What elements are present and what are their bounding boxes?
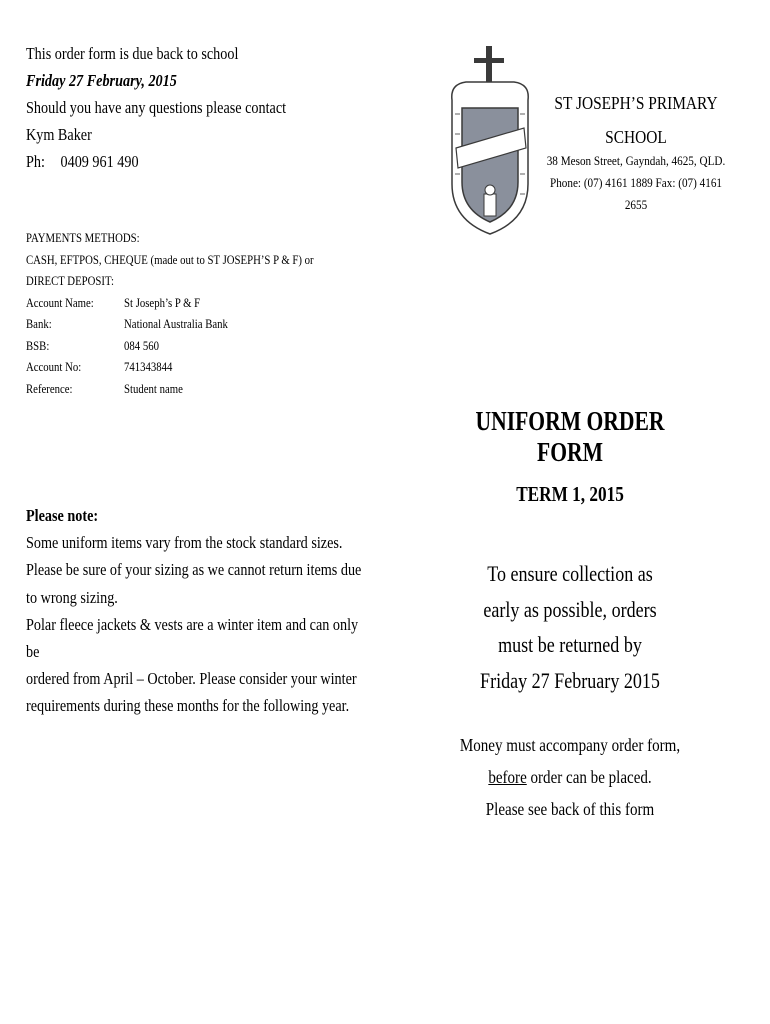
note-line: Some uniform items vary from the stock standard sizes. <box>26 533 343 553</box>
money-line2 <box>441 761 699 793</box>
contact-name: Kym Baker <box>26 125 92 144</box>
account-label: Bank: <box>26 317 52 331</box>
account-row <box>26 293 336 315</box>
collection-line: Friday 27 February 2015 <box>480 667 660 693</box>
money-line3: Please see back of this form <box>485 799 655 820</box>
money-line2-rest: order can be placed. <box>526 767 652 788</box>
account-label: Reference: <box>26 381 73 396</box>
intro-line3: Should you have any questions please contact <box>26 98 287 117</box>
phone-row <box>26 148 387 175</box>
school-phone-fax: Phone: (07) 4161 1889 Fax: (07) 4161 2655 <box>549 175 723 212</box>
payments-direct: DIRECT DEPOSIT: <box>26 274 114 288</box>
account-row <box>26 379 336 401</box>
collection-line: To ensure collection as <box>487 561 653 586</box>
school-crest-icon <box>446 44 534 238</box>
note-line: to wrong sizing. <box>26 587 118 607</box>
school-name-line1: ST JOSEPH’S PRIMARY <box>554 93 718 113</box>
phone-number: 0409 961 490 <box>60 152 139 171</box>
account-value: St Joseph’s P & F <box>124 295 201 310</box>
collection-line: must be returned by <box>498 632 642 657</box>
account-label: Account No: <box>26 360 82 374</box>
collection-line: early as possible, orders <box>483 596 657 622</box>
due-date: Friday 27 February, 2015 <box>26 71 177 90</box>
form-title: UNIFORM ORDER FORM <box>475 406 665 467</box>
school-name-line2: SCHOOL <box>605 127 667 147</box>
payments-heading: PAYMENTS METHODS: <box>26 231 140 245</box>
school-address: 38 Meson Street, Gayndah, 4625, QLD. <box>546 153 726 168</box>
account-value: National Australia Bank <box>124 317 228 331</box>
account-label: Account Name: <box>26 295 94 310</box>
account-row <box>26 314 336 336</box>
school-contact <box>541 150 730 216</box>
intro-block <box>26 40 386 175</box>
note-heading: Please note: <box>26 506 99 525</box>
note-line: requirements during these months for the following year. <box>26 696 350 716</box>
account-label: BSB: <box>26 338 50 353</box>
collection-notice <box>447 556 693 698</box>
payments-methods: CASH, EFTPOS, CHEQUE (made out to ST JOSEPH’S P & F) or <box>26 252 314 267</box>
payment-methods <box>26 228 336 400</box>
phone-label: Ph: <box>26 152 45 171</box>
please-note <box>26 502 370 720</box>
money-line1: Money must accompany order form, <box>459 735 681 755</box>
payment-notice <box>441 729 699 826</box>
intro-line1: This order form is due back to school <box>26 44 239 63</box>
account-value: 084 560 <box>124 338 159 353</box>
money-before: before <box>488 767 527 788</box>
note-line: Please be sure of your sizing as we cannot return items due <box>26 560 362 580</box>
account-value: Student name <box>124 381 183 396</box>
term-heading: TERM 1, 2015 <box>516 482 624 506</box>
school-name <box>548 86 724 154</box>
note-line: ordered from April – October. Please consider your winter <box>26 669 357 689</box>
account-row <box>26 336 336 358</box>
note-line: Polar fleece jackets & vests are a winter item and can only be <box>26 614 359 662</box>
account-value: 741343844 <box>124 360 173 374</box>
account-row <box>26 357 336 379</box>
